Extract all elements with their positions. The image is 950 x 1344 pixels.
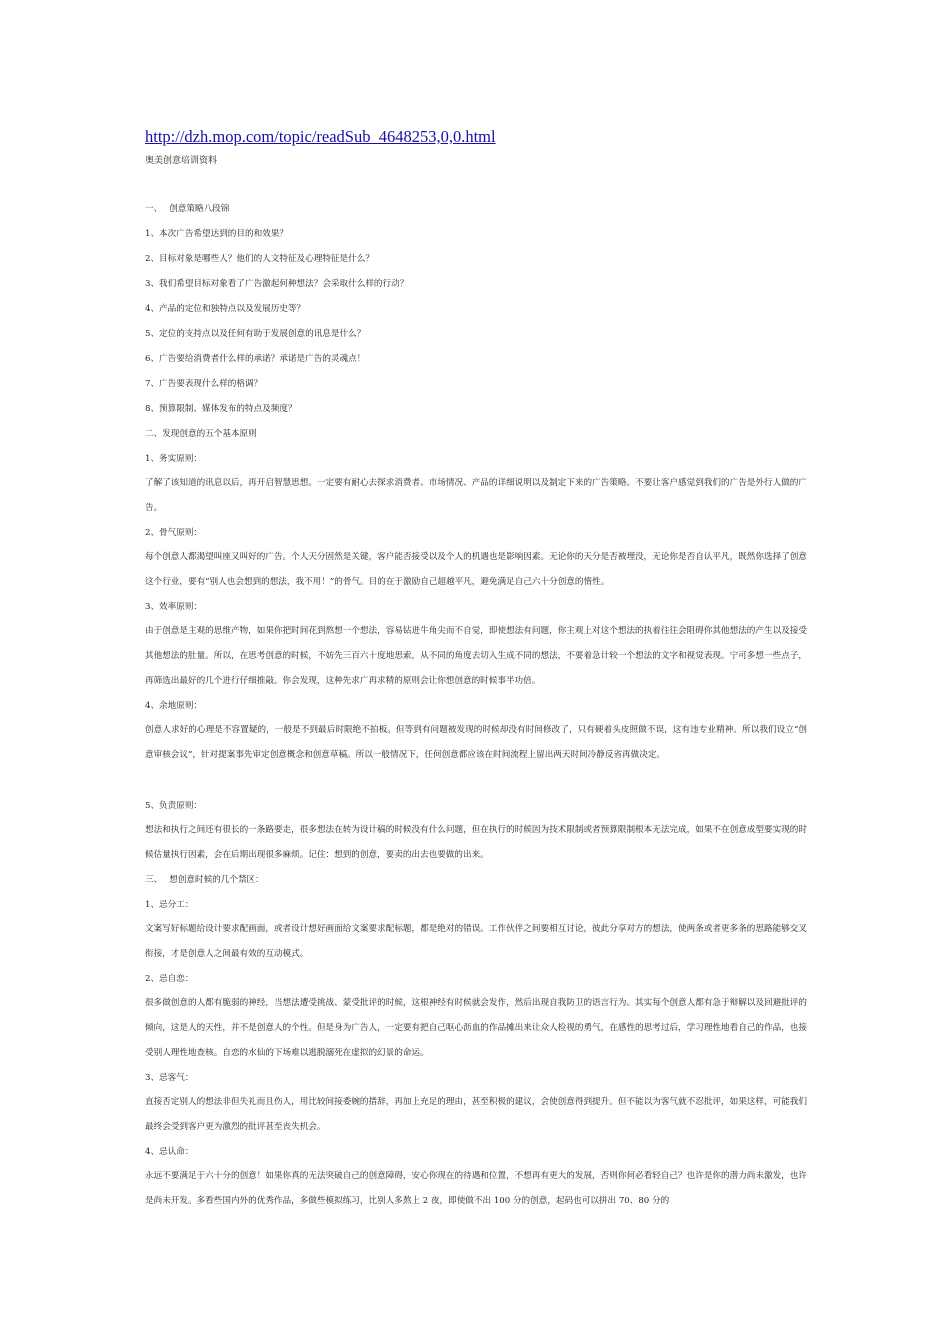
document-subtitle: 奥美创意培训资料 (145, 156, 218, 166)
principle-heading: 2、骨气原则： (145, 528, 203, 538)
taboo-heading: 2、忌自恋： (145, 974, 194, 984)
source-link[interactable]: http://dzh.mop.com/topic/readSub_4648253,0,0.html (145, 127, 496, 146)
list-item: 2、目标对象是哪些人？他们的人文特征及心理特征是什么？ (145, 254, 374, 264)
principle-heading: 4、余地原则： (145, 701, 203, 711)
paragraph: 每个创意人都渴望叫座又叫好的广告。个人天分固然是关键，客户能否接受以及个人的机遇也是影响因素。无论你的天分是否被埋没，无论你是否自认平凡，既然你选择了创意这个行业，要有“别人也会想到的想法，我不用！”的骨气。目的在于激励自己超越平凡，避免满足自己六十分创意的惰性。 (145, 552, 807, 587)
section-heading-2: 二、发现创意的五个基本原则 (145, 429, 257, 439)
taboo-heading: 3、忌客气： (145, 1073, 194, 1083)
paragraph: 由于创意是主观的思维产物，如果你把时间花到熬想一个想法，容易钻进牛角尖而不自觉，即使想法有问题，你主观上对这个想法的执着往往会阻碍你其他想法的产生以及接受其他想法的肚量。所以，在思考创意的时候，不妨先三百六十度地思索，从不同的角度去切入生成不同的想法，不要着急计较一个想法的文字和视觉表现。宁可多想一些点子，再筛选出最好的几个进行仔细推敲。你会发现，这种先求广再求精的原则会让你想创意的时候事半功倍。 (145, 626, 807, 686)
paragraph: 创意人求好的心理是不容置疑的，一般是不到最后时限绝不拍板。但等到有问题被发现的时候却没有时间修改了，只有硬着头皮照做不误，这有违专业精神。所以我们设立“创意审核会议”，针对提案事先审定创意概念和创意草稿。所以一般情况下，任何创意都应该在时间流程上留出两天时间冷静反省再做决定。 (145, 725, 807, 760)
taboo-heading: 1、忌分工： (145, 900, 194, 910)
section-heading-1: 一、 创意策略八段锦 (145, 204, 230, 214)
paragraph: 很多做创意的人都有脆弱的神经，当想法遭受挑战、蒙受批评的时候，这根神经有时候就会发作，然后出现自我防卫的语言行为。其实每个创意人都有急于辩解以及回避批评的倾向，这是人的天性，并不是创意人的个性。但是身为广告人，一定要有把自己呕心沥血的作品摊出来让众人检视的勇气，在感性的思考过后，学习理性地看自己的作品，也接受别人理性地查核。自恋的水仙的下场难以逃脱溺死在虚拟的幻景的命运。 (145, 998, 807, 1058)
section-heading-3: 三、 想创意时候的几个禁区： (145, 875, 264, 885)
list-item: 3、我们希望目标对象看了广告激起何种想法？会采取什么样的行动？ (145, 279, 409, 289)
paragraph: 文案写好标题给设计要求配画面，或者设计想好画面给文案要求配标题，都是绝对的错误。工作伙伴之间要相互讨论，彼此分享对方的想法，使两条或者更多条的思路能够交叉衔接，才是创意人之间最有效的互动模式。 (145, 924, 807, 959)
list-item: 4、产品的定位和独特点以及发展历史等？ (145, 304, 306, 314)
principle-heading: 5、负责原则： (145, 801, 203, 811)
principle-heading: 3、效率原则： (145, 602, 203, 612)
list-item: 1、本次广告希望达到的目的和效果？ (145, 229, 288, 239)
list-item: 6、广告要给消费者什么样的承诺？承诺是广告的灵魂点！ (145, 354, 366, 364)
blank-line (145, 773, 807, 799)
paragraph: 想法和执行之间还有很长的一条路要走，很多想法在转为设计稿的时候没有什么问题，但在执行的时候因为技术限制或者预算限制根本无法完成，如果不在创意成型要实现的时候估量执行因素，会在后期出现很多麻烦。记住：想到的创意，要卖的出去也要做的出来。 (145, 825, 807, 860)
list-item: 8、预算限制、媒体发布的特点及频度？ (145, 404, 297, 414)
principle-heading: 1、务实原则： (145, 454, 203, 464)
list-item: 5、定位的支持点以及任何有助于发展创意的讯息是什么？ (145, 329, 366, 339)
paragraph: 永远不要满足于六十分的创意！如果你真的无法突破自己的创意障碍，安心你现在的待遇和位置，不想再有更大的发展，否则你何必看轻自己？也许是你的潜力尚未激发，也许是尚未开发。多看些国内外的优秀作品，多做些模拟练习，比别人多熬上 2 夜，即使做不出 100 分的创意，起码也可以拼出 70、80 分的 (145, 1171, 807, 1206)
list-item: 7、广告要表现什么样的格调？ (145, 379, 263, 389)
paragraph: 了解了该知道的讯息以后，再开启智慧思想。一定要有耐心去探求消费者、市场情况、产品的详细说明以及制定下来的广告策略。不要让客户感觉到我们的广告是外行人做的广告。 (145, 478, 807, 513)
document-page (145, 126, 807, 1219)
taboo-heading: 4、忌认命： (145, 1147, 194, 1157)
paragraph: 直接否定别人的想法非但失礼而且伤人，用比较间接委婉的措辞，再加上充足的理由，甚至积极的建议，会使创意得到提升。但不能以为客气就不忍批评，如果这样，可能我们最终会受到客户更为激烈的批评甚至丧失机会。 (145, 1097, 807, 1132)
